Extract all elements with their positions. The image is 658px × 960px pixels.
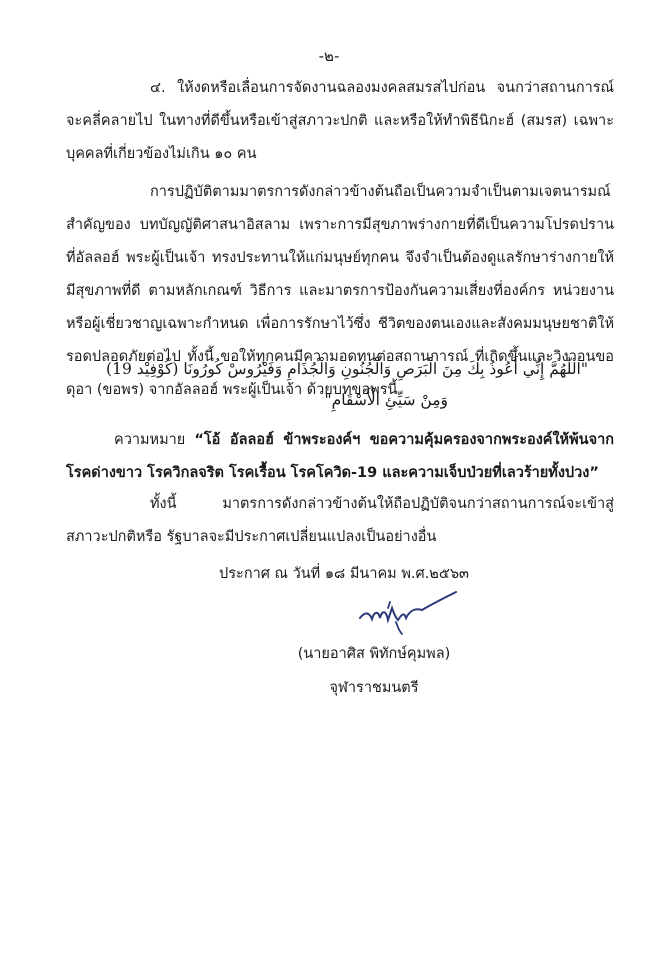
closing-paragraph-text: ทั้งนี้ มาตรการดังกล่าวข้างต้นให้ถือปฏิบัติจนกว่าสถานการณ์จะเข้าสู่สภาวะปกติหรือ รัฐบาลจะมีประกาศเปลี่ยนแปลงเป็นอย่างอื่น bbox=[66, 496, 614, 545]
page-number: -๒- bbox=[318, 47, 340, 65]
item-4-text: ให้งดหรือเลื่อนการจัดงานฉลองมงคลสมรสไปก่อน จนกว่าสถานการณ์จะคลี่คลายไป ในทางที่ดีขึ้นหรือเข้าสู่สภาวะปกติ และหรือให้ทำพิธีนิกะฮ์ (สมรส) เฉพาะบุคคลที่เกี่ยวข้องไม่เกิน ๑๐ คน bbox=[66, 80, 614, 162]
signer-title: จุฬาราชมนตรี bbox=[329, 680, 419, 696]
signer-name: (นายอาศิส พิทักษ์คุมพล) bbox=[297, 646, 451, 662]
meaning-text: “โอ้ อัลลอฮ์ ข้าพระองค์ฯ ขอความคุ้มครองจากพระองค์ให้พ้นจากโรคด่างขาว โรควิกลจริต โรคเรื้อน โรคโควิด-19 และความเจ็บป่วยที่เลวร้ายทั้งปวง” bbox=[66, 432, 614, 481]
item-4-paragraph bbox=[66, 72, 614, 171]
main-paragraph-text: การปฏิบัติตามมาตรการดังกล่าวข้างต้นถือเป็นความจำเป็นตามเจตนารมณ์สำคัญของ บทบัญญัติศาสนาอิสลาม เพราะการมีสุขภาพร่างกายที่ดีเป็นความโปรดปรานที่อัลลอฮ์ พระผู้เป็นเจ้า ทรงประทานให้แก่มนุษย์ทุกคน จึงจำเป็นต้องดูแลรักษาร่างกายให้มีสุขภาพที่ดี ตามหลักเกณฑ์ วิธีการ และมาตรการป้องกันความเสี่ยงที่องค์กร หน่วยงาน หรือผู้เชี่ยวชาญเฉพาะกำหนด เพื่อการรักษาไว้ซึ่ง ชีวิตของตนเองและสังคมมนุษยชาติให้รอดปลอดภัยต่อไป ทั้งนี้ ขอให้ทุกคนมีความอดทนต่อสถานการณ์ ที่เกิดขึ้นและวิงวอนขอดุอา (ขอพร) จากอัลลอฮ์ พระผู้เป็นเจ้า ด้วยบทขอพรนี้ bbox=[66, 184, 614, 398]
signature-image bbox=[352, 588, 462, 642]
arabic-prayer-line-2: وَمِنْ سَيِّئِ الْأَسْقَامِ" bbox=[324, 391, 448, 409]
meaning-label: ความหมาย bbox=[114, 432, 186, 448]
announcement-date: ประกาศ ณ วันที่ ๑๘ มีนาคม พ.ศ.๒๕๖๓ bbox=[219, 566, 469, 582]
arabic-prayer-line-1: "اللّٰهُمَّ إِنِّي أَعُوذُ بِكَ مِنَ الْبَرَصِ وَالْجُنُونِ وَالْجُذَامِ وَفَيْرُوسْ كُورُونَا (كُوْفِيْد 19) bbox=[106, 360, 588, 378]
item-4-number: ๔. bbox=[150, 80, 166, 96]
closing-paragraph bbox=[66, 488, 614, 554]
meaning-paragraph bbox=[66, 424, 614, 490]
arabic-prayer bbox=[68, 354, 588, 416]
